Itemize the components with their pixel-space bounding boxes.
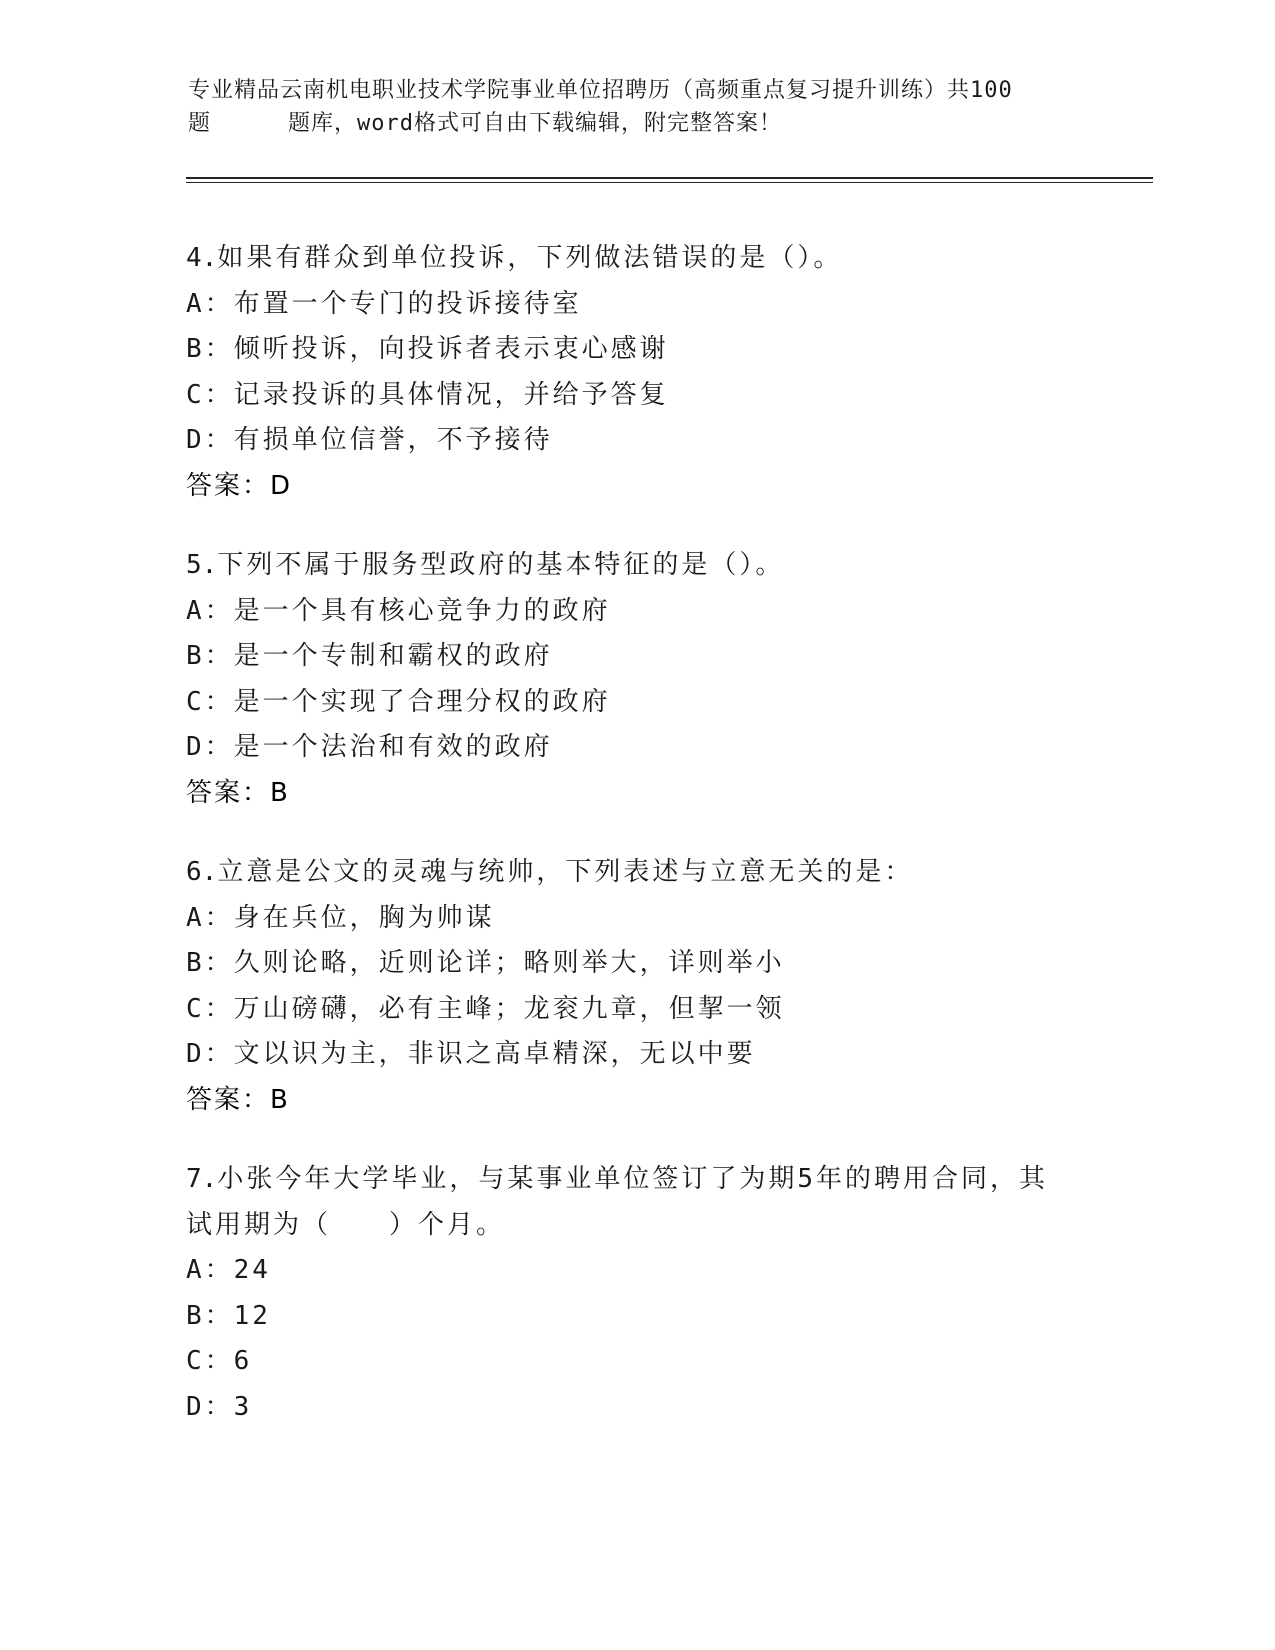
option-c: C：是一个实现了合理分权的政府 — [186, 686, 611, 717]
option-c: C：记录投诉的具体情况，并给予答复 — [186, 379, 669, 410]
question-item — [186, 543, 1086, 816]
option-c: C：万山磅礴，必有主峰；龙衮九章，但挈一领 — [186, 993, 785, 1024]
question-text: 如果有群众到单位投诉，下列做法错误的是（）。 — [217, 243, 843, 273]
question-number: 6. — [186, 857, 218, 887]
option-d: D：有损单位信誉，不予接待 — [186, 425, 553, 455]
answer-text: 答案：D — [186, 470, 293, 501]
question-text: 下列不属于服务型政府的基本特征的是（）。 — [217, 550, 785, 580]
question-item — [186, 850, 1086, 1123]
header-title-line-1: 专业精品云南机电职业技术学院事业单位招聘历（高频重点复习提升训练）共100 — [188, 78, 1013, 103]
answer-text: 答案：B — [186, 777, 290, 808]
question-number: 7. — [186, 1164, 218, 1194]
header-title-line-2-rest: 题库，word格式可自由下载编辑，附完整答案！ — [288, 111, 782, 136]
header-divider-thin — [186, 182, 1153, 183]
option-c: C：6 — [186, 1346, 253, 1376]
option-b: B：12 — [186, 1300, 271, 1331]
option-a: A：是一个具有核心竞争力的政府 — [186, 595, 611, 626]
option-b: B：是一个专制和霸权的政府 — [186, 641, 553, 671]
document-header — [188, 74, 1088, 140]
question-number: 5. — [186, 550, 218, 580]
option-b: B：久则论略，近则论详；略则举大，详则举小 — [186, 948, 785, 978]
question-stem — [186, 543, 1086, 589]
question-text-continued: 试用期为（ ）个月。 — [186, 1209, 506, 1240]
question-stem — [186, 236, 1086, 282]
question-item — [186, 236, 1086, 509]
question-text: 小张今年大学毕业，与某事业单位签订了为期5年的聘用合同，其 — [217, 1164, 1048, 1194]
option-a: A：身在兵位，胸为帅谋 — [186, 902, 495, 933]
question-item — [186, 1157, 1086, 1430]
question-text: 立意是公文的灵魂与统帅，下列表述与立意无关的是： — [217, 857, 914, 887]
header-title-line-2 — [188, 107, 1088, 140]
option-d: D：是一个法治和有效的政府 — [186, 732, 553, 762]
option-a: A：24 — [186, 1255, 271, 1285]
question-list — [186, 236, 1086, 1464]
header-title-line-2-lead: 题 — [188, 111, 212, 136]
option-d: D：文以识为主，非识之高卓精深，无以中要 — [186, 1039, 756, 1069]
question-stem — [186, 850, 1086, 896]
option-a: A：布置一个专门的投诉接待室 — [186, 288, 582, 319]
header-divider-thick — [186, 177, 1153, 179]
answer-text: 答案：B — [186, 1084, 290, 1115]
question-number: 4. — [186, 243, 218, 273]
option-d: D：3 — [186, 1391, 253, 1422]
question-stem — [186, 1157, 1086, 1203]
option-b: B：倾听投诉，向投诉者表示衷心感谢 — [186, 334, 669, 364]
